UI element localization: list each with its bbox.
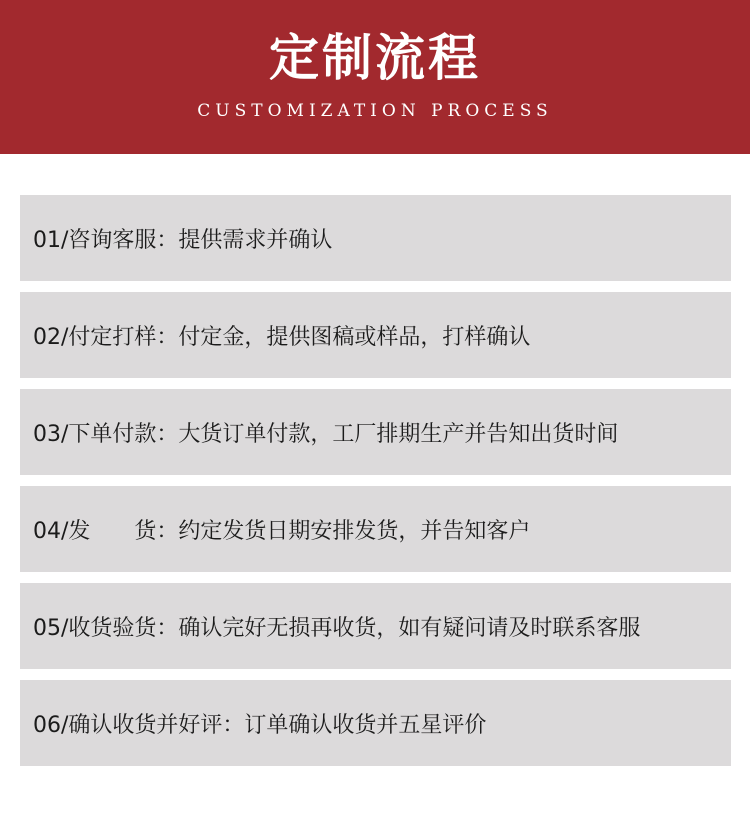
step-text: 03/下单付款：大货订单付款，工厂排期生产并告知出货时间 xyxy=(33,421,619,447)
process-step-2 xyxy=(20,292,731,378)
page-title: 定制流程 xyxy=(269,29,481,87)
process-step-4 xyxy=(20,486,731,572)
step-text: 05/收货验货：确认完好无损再收货，如有疑问请及时联系客服 xyxy=(33,615,641,641)
header-banner xyxy=(0,0,750,154)
step-text: 01/咨询客服：提供需求并确认 xyxy=(33,227,333,253)
process-step-1 xyxy=(20,195,731,281)
process-step-5 xyxy=(20,583,731,669)
page-subtitle: CUSTOMIZATION PROCESS xyxy=(197,101,553,121)
step-text: 06/确认收货并好评：订单确认收货并五星评价 xyxy=(33,712,487,738)
step-text: 04/发 货：约定发货日期安排发货，并告知客户 xyxy=(33,518,531,544)
process-step-6 xyxy=(20,680,731,766)
process-step-3 xyxy=(20,389,731,475)
step-text: 02/付定打样：付定金，提供图稿或样品，打样确认 xyxy=(33,324,531,350)
process-steps-list xyxy=(20,195,731,777)
